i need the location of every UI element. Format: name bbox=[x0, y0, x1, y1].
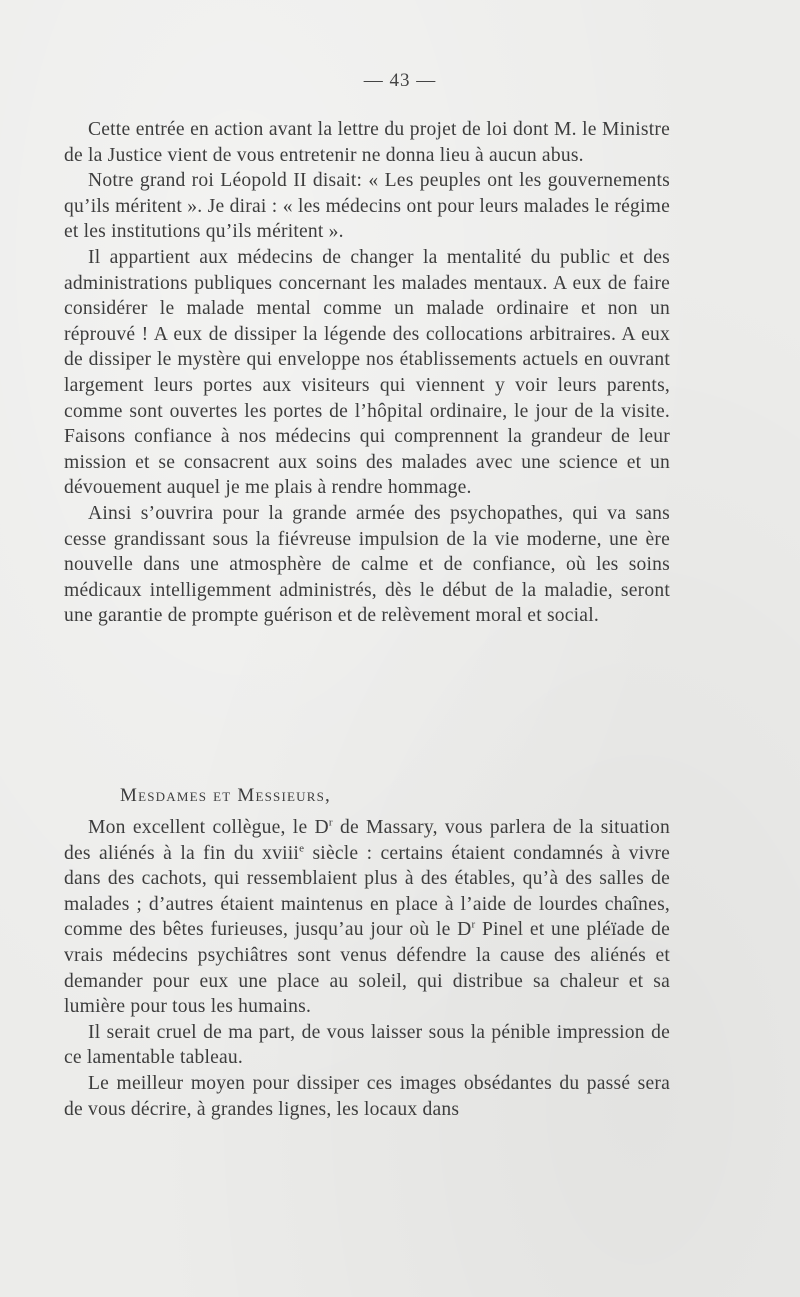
body-text-upper bbox=[64, 117, 670, 629]
paragraph-text: Mon excellent collègue, le D bbox=[88, 817, 329, 838]
paragraph: Ainsi s’ouvrira pour la grande armée des psychopathes, qui va sans cesse grandissant sous la fiévreuse impulsion de la vie moderne, une ère nouvelle dans une atmosphère de calme et de confiance, où les soins médicaux intelligemment administrés, dès le début de la maladie, seront une garantie de prompte guérison et de relèvement moral et social. bbox=[64, 502, 670, 627]
superscript: r bbox=[328, 816, 333, 829]
body-text-lower bbox=[64, 815, 670, 1122]
paragraph: Il appartient aux médecins de changer la mentalité du public et des administrations publiques concernant les malades mentaux. A eux de faire considérer le malade mental comme un malade ordinaire et non un réprouvé ! A eux de dissiper la légende des collocations arbitraires. A eux de dissiper le mystère qui enveloppe nos établissements actuels en ouvrant largement leurs portes aux visiteurs qui viennent y voir leurs parents, comme sont ouvertes les portes de l’hôpital ordinaire, le jour de la visite. Faisons confiance à nos médecins qui comprennent la grandeur de leur mission et se consacrent aux soins des malades avec une science et un dévouement auquel je me plais à rendre hommage. bbox=[64, 246, 670, 499]
paragraph-text: siècle : certains étaient condamnés à vivre dans des cachots, qui ressemblaient plus à des étables, qu’à des salles de malades ; d’autres étaient maintenus en place à l’aide de lourdes chaînes, comme des bêtes furieuses, jusqu’au jour où le D bbox=[64, 842, 670, 941]
superscript: e bbox=[299, 842, 305, 855]
paragraph: Notre grand roi Léopold II disait: « Les peuples ont les gouvernements qu’ils méritent ». Je dirai : « les médecins ont pour leurs malades le régime et les institutions qu’ils méritent ». bbox=[64, 170, 670, 243]
page-number: — 43 — bbox=[363, 70, 437, 91]
superscript: r bbox=[471, 918, 476, 931]
paragraph-text: de Massary, vous parlera de la situation des aliénés à la fin du xviii bbox=[64, 817, 670, 864]
paragraph: Il serait cruel de ma part, de vous laisser sous la pénible impression de ce lamentable tableau. bbox=[64, 1021, 670, 1069]
paragraph: Le meilleur moyen pour dissiper ces images obsédantes du passé sera de vous décrire, à grandes lignes, les locaux dans bbox=[64, 1072, 670, 1120]
paragraph bbox=[64, 815, 670, 1020]
paragraph: Cette entrée en action avant la lettre du projet de loi dont M. le Ministre de la Justice vient de vous entretenir ne donna lieu à aucun abus. bbox=[64, 119, 670, 166]
salutation-heading: Mesdames et Messieurs, bbox=[120, 785, 331, 806]
paragraph-text: Pinel et une pléïade de vrais médecins psychiâtres sont venus défendre la cause des aliénés et demander pour eux une place au soleil, qui distribue sa chaleur et sa lumière pour tous les humains. bbox=[64, 919, 671, 1018]
